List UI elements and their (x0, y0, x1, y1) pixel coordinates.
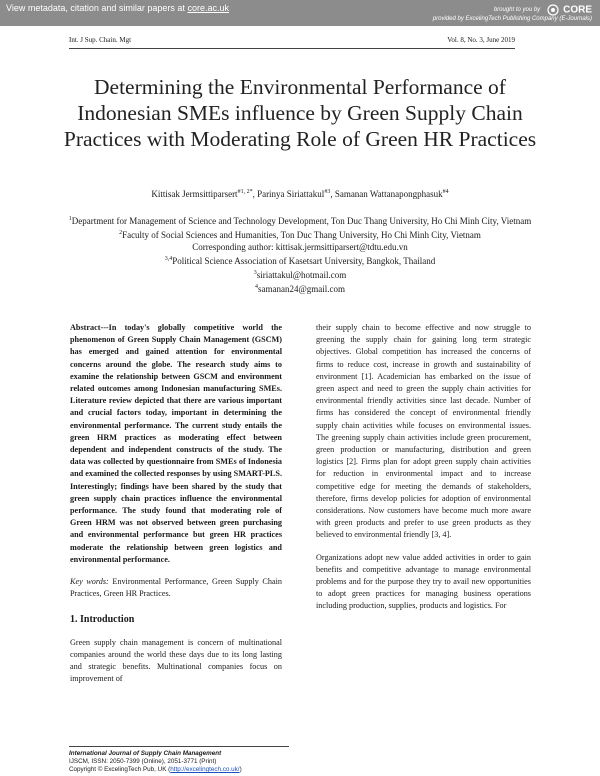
email-4: samanan24@gmail.com (257, 284, 346, 294)
core-label: CORE (563, 4, 592, 16)
author-1: Kittisak Jermsittiparsert (151, 189, 238, 199)
footer-issn: IJSCM, ISSN: 2050-7399 (Online), 2051-3771 (Print) (69, 758, 217, 765)
page-footer (69, 750, 289, 774)
journal-short-name: Int. J Sup. Chain. Mgt (69, 36, 132, 44)
email-3: siriattakul@hotmail.com (256, 270, 347, 280)
header-rule (69, 48, 515, 49)
author-3: Samanan Wattanapongphasuk (334, 189, 443, 199)
affiliation-3-4: Political Science Association of Kasetsart University, Bangkok, Thailand (172, 256, 436, 266)
keywords-label: Key words: (70, 577, 109, 587)
intro-paragraph-2: Organizations adopt new value added activities in order to gain benefits and competitive advantage to manage environmental problems and for the purpose they try to avail new opportunities to adopt green practices for managing business operations including production, supplies, products and logistics. For (316, 552, 531, 611)
right-column (316, 322, 531, 613)
section-heading-introduction: 1. Introduction (70, 614, 135, 626)
author-list: Kittisak Jermsittiparsert$^{\#1, 2*}$, Parinya Siriattakul$^{\#3}$, Samanan Wattanapongphasuk$^{\#4}$ (151, 189, 449, 199)
author-2-sup: #3 (324, 189, 331, 195)
metadata-banner (0, 0, 600, 26)
intro-paragraph-left: Green supply chain management is concern of multinational companies around the world these days due to its long lasting and strategic benefits. Multinational companies focus on improvement of (70, 637, 282, 684)
affiliation-1: Department for Management of Science and Technology Development, Ton Duc Thang University, Ho Chi Minh City, Vietnam (71, 216, 532, 226)
footer-copyright: Copyright © ExcelingTech Pub, UK (http://excelingtech.co.uk/) (69, 766, 242, 773)
footer-journal: International Journal of Supply Chain Management (69, 750, 222, 757)
brought-by-text: brought to you by (493, 7, 541, 13)
journal-header (69, 36, 515, 44)
keywords-text: Environmental Performance, Green Supply Chain Practices, Green HR Practices. (70, 577, 282, 599)
author-1-sup: #1, 2* (237, 189, 253, 195)
core-badge[interactable] (432, 1, 592, 22)
paper-title: Determining the Environmental Performance of Indonesian SMEs influence by Green Supply Chain Practices with Moderating Role of Green HR Practices (63, 75, 537, 151)
footer-rule (69, 746, 289, 747)
affiliation-2: Faculty of Social Sciences and Humanities, Ton Duc Thang University, Ho Chi Minh City, Vietnam (122, 230, 481, 240)
provided-by-text: provided by ExcelingTech Publishing Company (E-Journals) (432, 16, 592, 22)
corresponding-author: Corresponding author: kittisak.jermsittiparsert@tdtu.edu.vn (192, 242, 408, 252)
publisher-link[interactable]: http://excelingtech.co.uk/ (170, 766, 240, 773)
author-2: Parinya Siriattakul (257, 189, 325, 199)
abstract: Abstract---In today's globally competitive world the phenomenon of Green Supply Chain Management (GSCM) has emerged and gained attention for environmental concerns around the globe. The research study aims to examine the relationship between GSCM and environment related outcomes among Indonesian manufacturing SMEs. Literature review depicted that there are various important and crucial factors today, important in determining the environmental performance. The current study entails the green HRM practices as moderating effect between dependent and independent constructs of the study. The data was collected by questionnaire from SMEs of Indonesia and examined the collected responses by using SMART-PLS. Interestingly; findings have been shared by the study that green supply chain practices influence the environmental performance. The study found that moderating role of Green HRM was not observed between green purchasing and environmental performance but green HR practices moderate the relationship between green logistics and environmental performance. (70, 323, 282, 564)
author-3-sup: #4 (442, 189, 449, 195)
intro-paragraph-1: their supply chain to become effective and now struggle to greening the supply chain for gaining long term strategic objectives. Global competition has increased the concerns of firms to reduce cost, increase in growth and sustainability of environment [1]. Academician has embarked on the issue of green aspect and need to green the supply chain activities for environmental friendly activities since last decade. Number of firms has considered the concept of environmental friendly supply chain activities while focuses on environmental issues. The greening supply chain activities include green procurement, green production or manufacturing, distribution and green logistics [2]. Firms plan for adopt green supply chain activities for reduction in environmental impact and to increase competitive edge for meeting the demands of stakeholders, therefore, firms develop policies for adoption of environmental considerations. Now customers have become much more aware with green products and prefer to use green products as they believed to environmental friendly [3, 4]. (316, 323, 531, 540)
keywords (70, 576, 282, 600)
volume-info: Vol. 8, No. 3, June 2019 (447, 36, 515, 44)
core-link[interactable]: core.ac.uk (187, 3, 229, 13)
affiliations: $^1$Department for Management of Science and Technology Development, Ton Duc Thang University, Ho Chi Minh City, Vietnam $^2$Faculty of Social Sciences and Humanities, Ton Duc Thang University, Ho Chi Minh City, Vietnam Corresponding author: kittisak.jermsittiparsert@tdtu.edu.vn $^{3,4}$Political Science Association of Kasetsart University, Bangkok, Thailand $^3$siriattakul@hotmail.com $^4$samanan24@gmail.com (60, 213, 540, 295)
metadata-link[interactable]: View metadata, citation and similar papers at core.ac.uk (6, 3, 229, 13)
left-column (70, 322, 282, 685)
